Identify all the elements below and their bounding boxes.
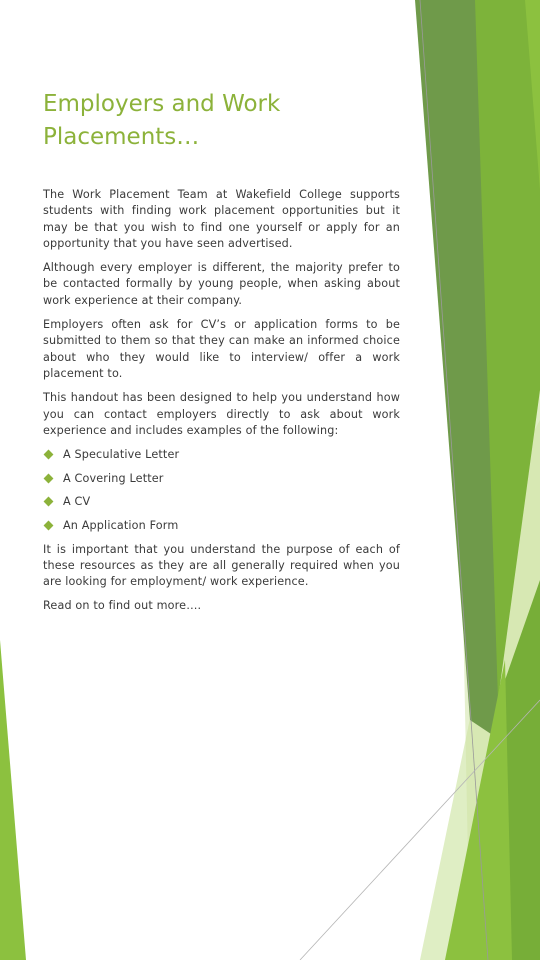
- diamond-bullet-icon: [44, 450, 54, 460]
- intro-paragraph: The Work Placement Team at Wakefield College supports students with finding work placement opportunities but it may be that you wish to find one yourself or apply for an opportunity that you have seen advertised.: [43, 188, 400, 250]
- handout-purpose-paragraph: This handout has been designed to help you understand how you can contact employers directly to ask about work experience and includes examples of the following:: [43, 391, 400, 437]
- thin-line-2: [300, 700, 540, 960]
- diamond-bullet-icon: [44, 520, 54, 530]
- mid-green-strip: [525, 0, 540, 190]
- left-green-sliver: [0, 640, 26, 960]
- list-item: [43, 518, 400, 534]
- list-item: [43, 494, 400, 510]
- green-bottom-wedge: [445, 660, 512, 960]
- importance-paragraph: It is important that you understand the purpose of each of these resources as they are all generally required when you are looking for employment/ work experience.: [43, 542, 400, 589]
- diamond-bullet-icon: [44, 473, 54, 483]
- page-title: Employers and Work Placements…: [43, 91, 281, 150]
- page-content: [43, 88, 400, 623]
- dark-green-band: [415, 0, 500, 740]
- light-green-triangle: [420, 380, 540, 960]
- list-item: [43, 471, 400, 487]
- employer-contact-paragraph: Although every employer is different, the majority prefer to be contacted formally by young people, when asking about work experience at their company.: [43, 261, 400, 307]
- diamond-bullet-icon: [44, 497, 54, 507]
- thin-line-1: [420, 0, 488, 960]
- green-bottom-triangle: [488, 580, 540, 960]
- examples-list: [43, 447, 400, 534]
- list-item-label: A CV: [63, 495, 91, 509]
- read-on-text: Read on to find out more….: [43, 599, 202, 613]
- bright-green-band: [475, 0, 540, 700]
- list-item: [43, 447, 400, 463]
- list-item-label: A Covering Letter: [63, 471, 164, 485]
- pale-green-panel: [462, 420, 540, 960]
- list-item-label: An Application Form: [63, 518, 179, 532]
- list-item-label: A Speculative Letter: [63, 448, 180, 462]
- cv-forms-paragraph: Employers often ask for CV’s or application forms to be submitted to them so that they can make an informed choice about who they would like to interview/ offer a work placement to.: [43, 318, 400, 380]
